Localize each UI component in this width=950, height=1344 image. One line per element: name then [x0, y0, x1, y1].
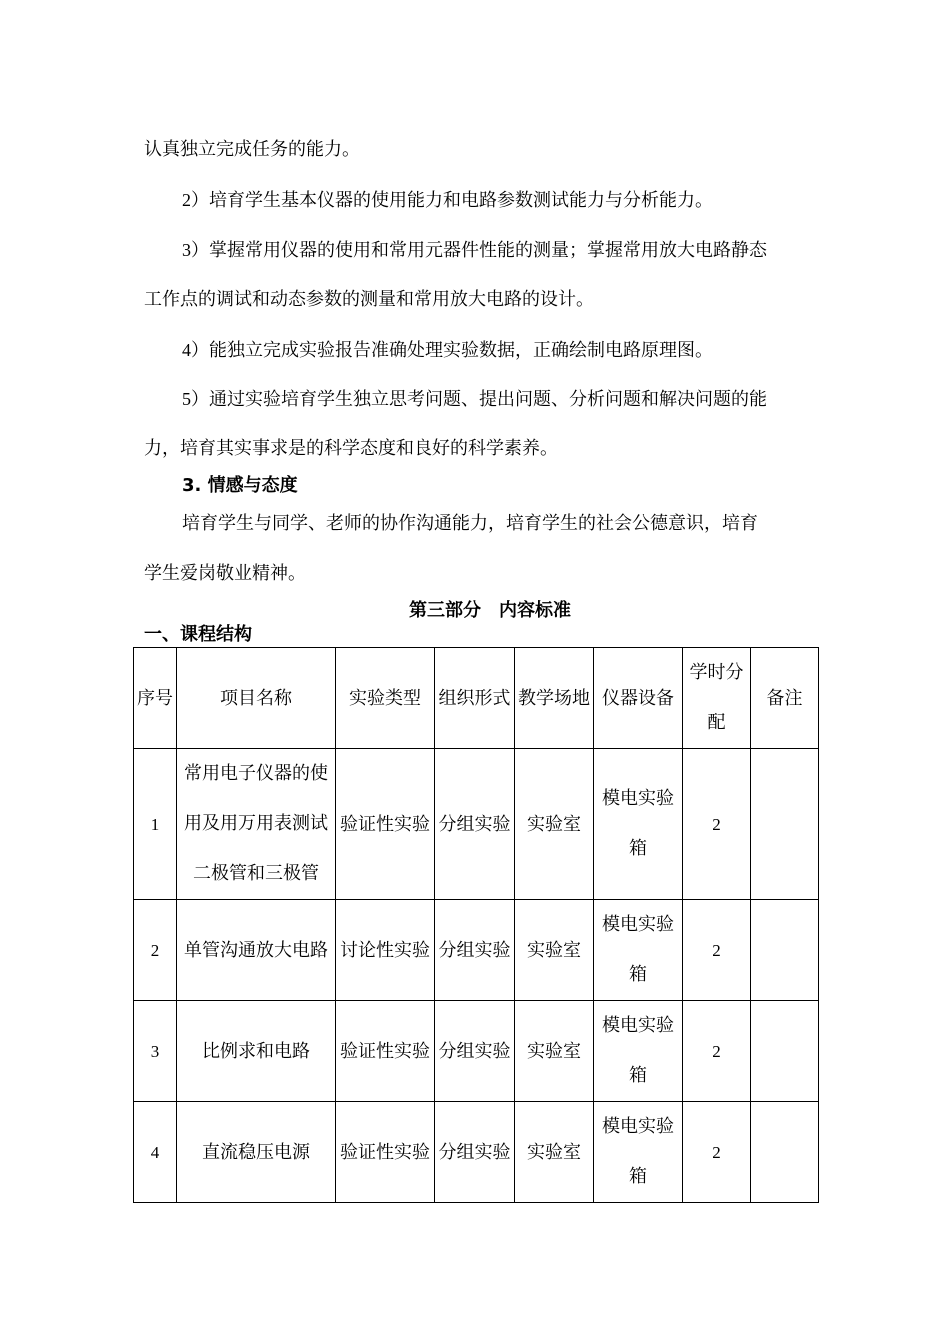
remarks	[751, 900, 819, 1001]
part-title: 第三部分 内容标准	[409, 600, 571, 621]
organization-form: 分组实验	[435, 1001, 515, 1102]
experiment-type: 验证性实验	[336, 1001, 435, 1102]
remarks	[751, 1102, 819, 1203]
organization-form: 分组实验	[435, 900, 515, 1001]
remarks	[751, 749, 819, 900]
list-item-2	[182, 188, 713, 213]
list-item-number: 5）	[182, 389, 209, 409]
table-row	[134, 1102, 819, 1203]
table-row	[134, 900, 819, 1001]
table-row	[134, 1001, 819, 1102]
row-number: 1	[134, 749, 177, 900]
teaching-site: 实验室	[515, 1001, 594, 1102]
section-heading: 3. 情感与态度	[182, 475, 298, 496]
paragraph-continuation: 认真独立完成任务的能力。	[144, 139, 360, 160]
list-item-number: 3）	[182, 240, 209, 260]
experiment-type: 验证性实验	[336, 749, 435, 900]
remarks	[751, 1001, 819, 1102]
organization-form: 分组实验	[435, 1102, 515, 1203]
project-name: 单管沟通放大电路	[177, 900, 336, 1001]
header-cell: 组织形式	[435, 648, 515, 749]
teaching-site: 实验室	[515, 1102, 594, 1203]
section-paragraph-continuation: 学生爱岗敬业精神。	[144, 563, 306, 584]
table-header-row	[134, 648, 819, 749]
class-hours: 2	[683, 900, 751, 1001]
header-cell: 项目名称	[177, 648, 336, 749]
course-structure-table	[133, 647, 819, 1203]
equipment: 模电实验箱	[594, 1001, 683, 1102]
organization-form: 分组实验	[435, 749, 515, 900]
experiment-type: 讨论性实验	[336, 900, 435, 1001]
list-item-text: 通过实验培育学生独立思考问题、提出问题、分析问题和解决问题的能	[209, 389, 767, 410]
equipment: 模电实验箱	[594, 900, 683, 1001]
class-hours: 2	[683, 1001, 751, 1102]
table-row	[134, 749, 819, 900]
course-structure-heading: 一、课程结构	[144, 624, 252, 645]
row-number: 3	[134, 1001, 177, 1102]
class-hours: 2	[683, 749, 751, 900]
header-cell: 教学场地	[515, 648, 594, 749]
list-item-text: 培育学生基本仪器的使用能力和电路参数测试能力与分析能力。	[209, 190, 713, 211]
header-cell: 序号	[134, 648, 177, 749]
list-item-text: 能独立完成实验报告准确处理实验数据，正确绘制电路原理图。	[209, 340, 713, 361]
project-name: 常用电子仪器的使用及用万用表测试二极管和三极管	[177, 749, 336, 900]
equipment: 模电实验箱	[594, 749, 683, 900]
experiment-type: 验证性实验	[336, 1102, 435, 1203]
header-cell: 实验类型	[336, 648, 435, 749]
project-name: 比例求和电路	[177, 1001, 336, 1102]
list-item-3	[182, 238, 767, 263]
list-item-number: 2）	[182, 190, 209, 210]
teaching-site: 实验室	[515, 900, 594, 1001]
list-item-text: 掌握常用仪器的使用和常用元器件性能的测量；掌握常用放大电路静态	[209, 240, 767, 261]
list-item-4	[182, 338, 713, 363]
class-hours: 2	[683, 1102, 751, 1203]
equipment: 模电实验箱	[594, 1102, 683, 1203]
teaching-site: 实验室	[515, 749, 594, 900]
project-name: 直流稳压电源	[177, 1102, 336, 1203]
list-item-5	[182, 387, 767, 412]
list-item-number: 4）	[182, 340, 209, 360]
list-item-3-continuation: 工作点的调试和动态参数的测量和常用放大电路的设计。	[144, 289, 594, 310]
header-cell: 备注	[751, 648, 819, 749]
list-item-5-continuation: 力，培育其实事求是的科学态度和良好的科学素养。	[144, 438, 558, 459]
row-number: 4	[134, 1102, 177, 1203]
row-number: 2	[134, 900, 177, 1001]
header-cell: 学时分配	[683, 648, 751, 749]
section-paragraph: 培育学生与同学、老师的协作沟通能力，培育学生的社会公德意识，培育	[182, 513, 758, 534]
header-cell: 仪器设备	[594, 648, 683, 749]
